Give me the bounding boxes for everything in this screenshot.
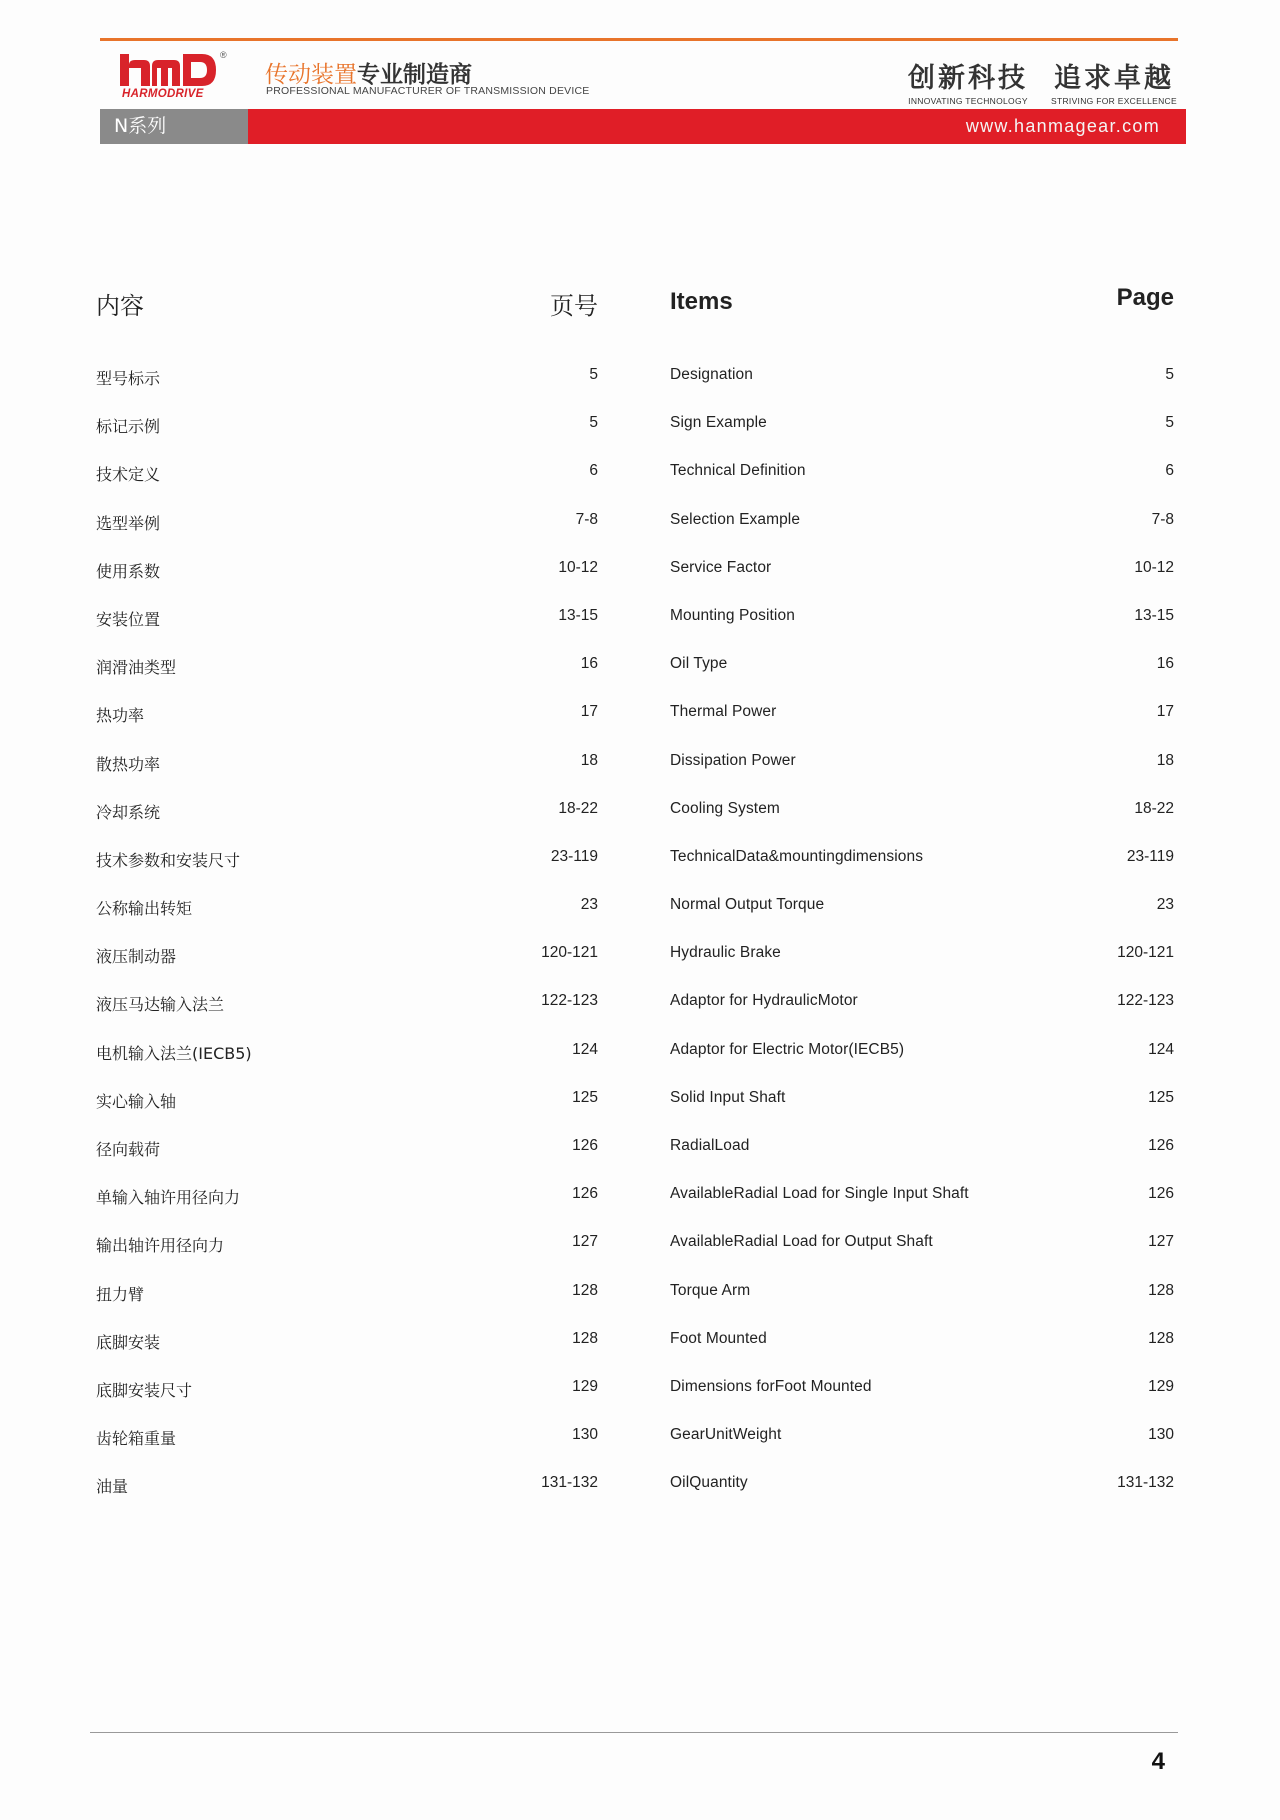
- cn-toc-title: 公称输出转矩: [96, 899, 193, 919]
- cn-toc-page: 18-22: [558, 799, 598, 817]
- en-toc-title: Hydraulic Brake: [670, 944, 781, 962]
- en-toc-page: 18-22: [1134, 799, 1174, 817]
- motto-striving-en: STRIVING FOR EXCELLENCE: [1051, 96, 1177, 106]
- cn-toc-page: 127: [572, 1233, 598, 1251]
- en-toc-title: Solid Input Shaft: [670, 1088, 786, 1106]
- cn-toc-row: [96, 982, 598, 1030]
- cn-toc-row: [96, 1368, 598, 1416]
- cn-toc-row: [96, 1416, 598, 1464]
- cn-toc-title: 选型举例: [96, 513, 161, 533]
- en-toc-title: Sign Example: [670, 414, 767, 432]
- en-toc-row: [670, 742, 1174, 790]
- cn-toc-page: 23-119: [550, 847, 598, 865]
- en-toc-row: [670, 1175, 1174, 1223]
- cn-toc-row: [96, 356, 598, 404]
- toc-chinese-header: [96, 280, 598, 328]
- en-toc-row: [670, 982, 1174, 1030]
- toc-chinese-heading: 内容: [96, 292, 144, 320]
- en-toc-title: OilQuantity: [670, 1474, 748, 1492]
- cn-toc-title: 底脚安装: [96, 1332, 161, 1352]
- company-logo: [120, 52, 232, 100]
- cn-toc-title: 径向载荷: [96, 1140, 161, 1159]
- website-url: www.hanmagear.com: [248, 109, 1186, 144]
- cn-toc-page: 124: [572, 1040, 598, 1058]
- en-toc-page: 13-15: [1134, 606, 1174, 624]
- en-toc-title: Technical Definition: [670, 462, 806, 480]
- cn-toc-title: 型号标示: [96, 369, 161, 388]
- en-toc-title: TechnicalData&mountingdimensions: [670, 847, 924, 865]
- cn-toc-page: 126: [572, 1137, 598, 1154]
- cn-toc-row: [96, 501, 598, 549]
- cn-toc-row: [96, 597, 598, 645]
- en-toc-page: 127: [1148, 1233, 1174, 1251]
- cn-toc-title: 散热功率: [96, 754, 161, 774]
- en-toc-row: [670, 597, 1174, 645]
- en-toc-row: [670, 1031, 1174, 1079]
- en-toc-title: Cooling System: [670, 799, 780, 817]
- en-toc-row: [670, 1416, 1174, 1464]
- en-toc-row: [670, 1272, 1174, 1320]
- en-toc-page: 10-12: [1134, 558, 1174, 576]
- en-toc-row: [670, 452, 1174, 500]
- header-top-rule: [100, 38, 1178, 41]
- cn-toc-title: 实心输入轴: [96, 1091, 177, 1111]
- cn-toc-row: [96, 934, 598, 982]
- registered-mark: ®: [220, 50, 227, 60]
- en-toc-title: Normal Output Torque: [670, 896, 825, 914]
- cn-toc-row: [96, 1272, 598, 1320]
- toc-english-page-heading: Page: [1116, 284, 1174, 311]
- en-toc-row: [670, 838, 1174, 886]
- en-toc-row: [670, 645, 1174, 693]
- cn-toc-row: [96, 1079, 598, 1127]
- en-toc-page: 17: [1156, 703, 1174, 721]
- en-toc-row: [670, 549, 1174, 597]
- cn-toc-page: 16: [580, 655, 598, 673]
- cn-toc-page: 130: [572, 1426, 598, 1444]
- en-toc-row: [670, 790, 1174, 838]
- en-toc-title: RadialLoad: [670, 1137, 750, 1154]
- en-toc-page: 23: [1156, 896, 1174, 914]
- cn-toc-row: [96, 1464, 598, 1512]
- cn-toc-page: 128: [572, 1281, 598, 1299]
- en-toc-title: GearUnitWeight: [670, 1426, 782, 1444]
- cn-toc-page: 13-15: [558, 606, 598, 624]
- en-toc-page: 124: [1148, 1040, 1174, 1058]
- header-band: [100, 109, 1186, 144]
- en-toc-page: 18: [1156, 751, 1174, 769]
- en-toc-title: Thermal Power: [670, 703, 777, 721]
- cn-toc-row: [96, 1031, 598, 1079]
- footer-rule: [90, 1732, 1178, 1733]
- cn-toc-row: [96, 693, 598, 741]
- cn-toc-row: [96, 1320, 598, 1368]
- toc-chinese-list: [96, 356, 598, 1513]
- motto-striving-cn: 追求卓越: [1054, 63, 1174, 94]
- en-toc-page: 126: [1148, 1137, 1174, 1154]
- en-toc-row: [670, 1464, 1174, 1512]
- toc-english: [670, 280, 1174, 1513]
- cn-toc-title: 技术定义: [96, 465, 161, 485]
- slogan-english: PROFESSIONAL MANUFACTURER OF TRANSMISSION DEVICE: [266, 85, 590, 97]
- cn-toc-title: 安装位置: [96, 609, 161, 629]
- hmd-logo-mark-icon: [120, 52, 220, 88]
- en-toc-title: Dissipation Power: [670, 751, 796, 769]
- toc-english-list: [670, 356, 1174, 1513]
- logo-wordmark: HARMODRIVE: [122, 88, 204, 100]
- en-toc-page: 130: [1148, 1426, 1174, 1444]
- cn-toc-row: [96, 1127, 598, 1175]
- motto-innovating-en: INNOVATING TECHNOLOGY: [908, 96, 1028, 106]
- en-toc-page: 23-119: [1126, 847, 1174, 865]
- cn-toc-title: 底脚安装尺寸: [96, 1380, 193, 1400]
- cn-toc-title: 输出轴许用径向力: [96, 1236, 225, 1256]
- en-toc-row: [670, 1079, 1174, 1127]
- en-toc-title: AvailableRadial Load for Output Shaft: [670, 1233, 933, 1251]
- en-toc-row: [670, 1127, 1174, 1175]
- en-toc-page: 120-121: [1117, 944, 1174, 962]
- toc-english-heading: Items: [670, 288, 733, 315]
- en-toc-page: 5: [1165, 414, 1174, 432]
- en-toc-title: Torque Arm: [670, 1281, 751, 1299]
- en-toc-page: 129: [1148, 1377, 1174, 1395]
- cn-toc-title: 润滑油类型: [96, 658, 177, 678]
- en-toc-page: 131-132: [1117, 1474, 1174, 1492]
- cn-toc-row: [96, 838, 598, 886]
- en-toc-title: Dimensions forFoot Mounted: [670, 1377, 872, 1395]
- en-toc-page: 7-8: [1151, 510, 1174, 528]
- cn-toc-page: 23: [580, 896, 598, 914]
- en-toc-page: 128: [1148, 1329, 1174, 1347]
- cn-toc-title: 扭力臂: [96, 1284, 145, 1304]
- en-toc-row: [670, 1223, 1174, 1271]
- motto-innovating: [905, 56, 1031, 106]
- en-toc-page: 6: [1165, 462, 1174, 480]
- en-toc-row: [670, 404, 1174, 452]
- cn-toc-page: 126: [572, 1185, 598, 1203]
- cn-toc-title: 技术参数和安装尺寸: [96, 850, 241, 870]
- cn-toc-row: [96, 404, 598, 452]
- en-toc-title: Designation: [670, 366, 753, 383]
- en-toc-row: [670, 886, 1174, 934]
- en-toc-page: 16: [1156, 655, 1174, 673]
- cn-toc-page: 5: [589, 414, 598, 432]
- en-toc-title: Adaptor for HydraulicMotor: [670, 992, 858, 1010]
- cn-toc-page: 10-12: [558, 558, 598, 576]
- cn-toc-title: 油量: [96, 1477, 129, 1497]
- en-toc-title: Adaptor for Electric Motor(IECB5): [670, 1040, 905, 1058]
- cn-toc-row: [96, 742, 598, 790]
- en-toc-title: Service Factor: [670, 558, 772, 576]
- en-toc-row: [670, 1320, 1174, 1368]
- cn-toc-page: 5: [589, 366, 598, 383]
- en-toc-row: [670, 1368, 1174, 1416]
- en-toc-page: 128: [1148, 1281, 1174, 1299]
- en-toc-title: AvailableRadial Load for Single Input Shaft: [670, 1185, 969, 1203]
- cn-toc-row: [96, 549, 598, 597]
- series-label: N系列: [100, 109, 248, 144]
- en-toc-row: [670, 501, 1174, 549]
- cn-toc-title: 使用系数: [96, 561, 161, 581]
- en-toc-page: 5: [1165, 366, 1174, 383]
- cn-toc-title: 冷却系统: [96, 802, 161, 822]
- en-toc-page: 125: [1148, 1088, 1174, 1106]
- toc-chinese: [96, 280, 598, 1513]
- cn-toc-row: [96, 886, 598, 934]
- en-toc-page: 126: [1148, 1185, 1174, 1203]
- en-toc-page: 122-123: [1117, 992, 1174, 1010]
- en-toc-row: [670, 356, 1174, 404]
- cn-toc-title: 电机输入法兰(IECB5): [96, 1043, 252, 1063]
- cn-toc-title: 标记示例: [96, 417, 161, 437]
- cn-toc-title: 液压制动器: [96, 947, 177, 967]
- cn-toc-page: 131-132: [541, 1474, 598, 1492]
- cn-toc-title: 热功率: [96, 706, 145, 726]
- en-toc-row: [670, 934, 1174, 982]
- cn-toc-page: 17: [580, 703, 598, 721]
- en-toc-title: Oil Type: [670, 655, 728, 673]
- cn-toc-page: 18: [580, 751, 598, 769]
- cn-toc-page: 125: [572, 1088, 598, 1106]
- cn-toc-title: 液压马达输入法兰: [96, 995, 225, 1015]
- toc-chinese-page-heading: 页号: [550, 292, 598, 320]
- en-toc-title: Foot Mounted: [670, 1329, 767, 1347]
- cn-toc-row: [96, 790, 598, 838]
- slogan-cn-part1: 传动装置: [265, 62, 357, 88]
- en-toc-title: Mounting Position: [670, 606, 795, 624]
- cn-toc-title: 齿轮箱重量: [96, 1429, 177, 1449]
- cn-toc-row: [96, 452, 598, 500]
- cn-toc-page: 128: [572, 1329, 598, 1347]
- slogan-cn-part2: 专业制造商: [357, 62, 472, 88]
- toc-english-header: [670, 280, 1174, 328]
- en-toc-title: Selection Example: [670, 510, 801, 528]
- page-number: 4: [1151, 1748, 1165, 1775]
- cn-toc-row: [96, 1223, 598, 1271]
- cn-toc-page: 120-121: [541, 944, 598, 962]
- motto-innovating-cn: 创新科技: [908, 63, 1028, 94]
- cn-toc-page: 6: [589, 462, 598, 480]
- en-toc-row: [670, 693, 1174, 741]
- motto-striving: [1050, 56, 1178, 106]
- cn-toc-row: [96, 645, 598, 693]
- cn-toc-page: 122-123: [541, 992, 598, 1010]
- cn-toc-page: 129: [572, 1377, 598, 1395]
- cn-toc-row: [96, 1175, 598, 1223]
- cn-toc-page: 7-8: [575, 510, 598, 528]
- cn-toc-title: 单输入轴许用径向力: [96, 1188, 241, 1208]
